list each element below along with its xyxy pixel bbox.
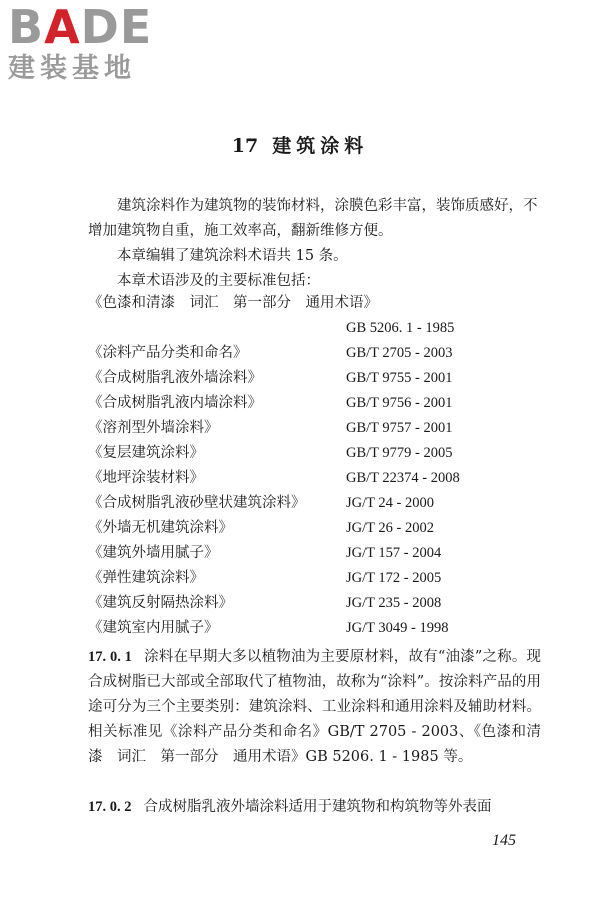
standard-row bbox=[88, 466, 548, 491]
standard-name: 《地坪涂装材料》 bbox=[88, 470, 204, 486]
standard-code: JG/T 3049 - 1998 bbox=[346, 620, 449, 636]
standard-code: GB/T 9756 - 2001 bbox=[346, 395, 453, 411]
standard-name: 《合成树脂乳液内墙涂料》 bbox=[88, 395, 262, 411]
standard-row bbox=[88, 341, 548, 366]
standard-name: 《建筑外墙用腻子》 bbox=[88, 545, 219, 561]
clause-text: 涂料在早期大多以植物油为主要原材料，故有“油漆”之称。现合成树脂已大部或全部取代了植物油，故称为“涂料”。按涂料产品的用途可分为三个主要类别：建筑涂料、工业涂料和通用涂料及辅助材料。相关标准见《涂料产品分类和命名》GB/T 2705 - 2003、《色漆和清漆 词汇 第一部分 通用术语》GB 5206. 1 - 1985 等。 bbox=[88, 649, 542, 765]
standard-row bbox=[88, 516, 548, 541]
standard-name: 《建筑室内用腻子》 bbox=[88, 620, 219, 636]
standard-name: 《复层建筑涂料》 bbox=[88, 445, 204, 461]
standard-code: GB/T 9757 - 2001 bbox=[346, 420, 453, 436]
brand-wordmark: BADE bbox=[8, 0, 153, 54]
standard-name: 《弹性建筑涂料》 bbox=[88, 570, 204, 586]
chapter-number: 17 bbox=[231, 135, 259, 157]
standard-row bbox=[88, 366, 548, 391]
standard-row bbox=[88, 316, 548, 341]
intro-term-count: 本章编辑了建筑涂料术语共 15 条。 bbox=[117, 248, 348, 264]
page-number: 145 bbox=[492, 832, 516, 849]
standard-code: GB 5206. 1 - 1985 bbox=[346, 320, 455, 336]
standard-name: 《涂料产品分类和命名》 bbox=[88, 345, 248, 361]
standard-code: GB/T 22374 - 2008 bbox=[346, 470, 460, 486]
standard-row bbox=[88, 441, 548, 466]
chapter-title bbox=[0, 131, 600, 158]
standard-name: 《建筑反射隔热涂料》 bbox=[88, 595, 233, 611]
intro-standards-lead: 本章术语涉及的主要标准包括： bbox=[117, 273, 320, 289]
standard-code: JG/T 172 - 2005 bbox=[346, 570, 442, 586]
clause-number: 17. 0. 1 bbox=[88, 649, 132, 665]
standard-code: JG/T 24 - 2000 bbox=[346, 495, 434, 511]
standards-list bbox=[88, 291, 548, 641]
clause-17-0-1 bbox=[88, 645, 541, 770]
standard-name: 《外墙无机建筑涂料》 bbox=[88, 520, 233, 536]
standard-code: GB/T 9779 - 2005 bbox=[346, 445, 453, 461]
standard-row bbox=[88, 541, 548, 566]
clause-number: 17. 0. 2 bbox=[88, 799, 132, 815]
clause-17-0-2 bbox=[88, 795, 541, 820]
standard-row bbox=[88, 616, 548, 641]
standard-code: JG/T 26 - 2002 bbox=[346, 520, 434, 536]
standard-row bbox=[88, 291, 548, 316]
brand-logo bbox=[8, 0, 178, 90]
standard-code: GB/T 9755 - 2001 bbox=[346, 370, 453, 386]
clause-text: 合成树脂乳液外墙涂料适用于建筑物和构筑物等外表面 bbox=[143, 799, 492, 815]
standard-row bbox=[88, 591, 548, 616]
intro-paragraph: 建筑涂料作为建筑物的装饰材料，涂膜色彩丰富，装饰质感好，不增加建筑物自重，施工效率高，翻新维修方便。 bbox=[88, 198, 538, 239]
standard-name: 《色漆和清漆 词汇 第一部分 通用术语》 bbox=[88, 295, 378, 311]
standard-name: 《合成树脂乳液砂壁状建筑涂料》 bbox=[88, 495, 306, 511]
standard-code: GB/T 2705 - 2003 bbox=[346, 345, 453, 361]
standard-row bbox=[88, 566, 548, 591]
brand-subtitle: 建装基地 bbox=[8, 53, 136, 84]
standard-code: JG/T 235 - 2008 bbox=[346, 595, 442, 611]
standard-name: 《溶剂型外墙涂料》 bbox=[88, 420, 219, 436]
standard-row bbox=[88, 391, 548, 416]
standard-name: 《合成树脂乳液外墙涂料》 bbox=[88, 370, 262, 386]
chapter-name: 建筑涂料 bbox=[272, 135, 369, 157]
standard-code: JG/T 157 - 2004 bbox=[346, 545, 442, 561]
standard-row bbox=[88, 491, 548, 516]
standard-row bbox=[88, 416, 548, 441]
